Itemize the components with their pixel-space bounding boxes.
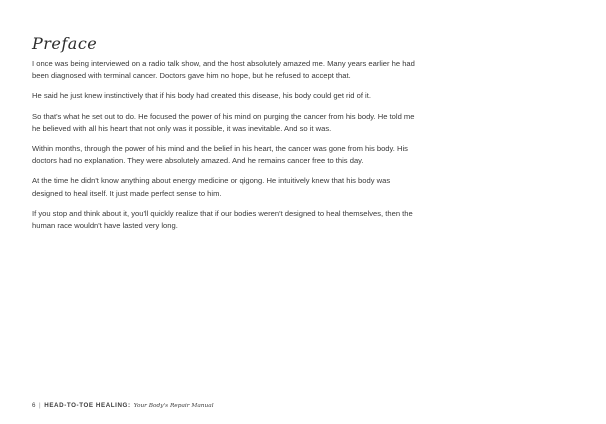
footer-separator: |	[39, 402, 42, 409]
body-text	[32, 58, 422, 240]
paragraph: He said he just knew instinctively that if his body had created this disease, his body could get rid of it.	[32, 91, 371, 101]
page-title: Preface	[32, 34, 98, 53]
paragraph: So that's what he set out to do. He focused the power of his mind on purging the cancer from his body. He told me he believed with all his heart that not only was it possible, it was inevitable. And so it was.	[32, 111, 415, 133]
book-subtitle: Your Body's Repair Manual	[133, 403, 214, 409]
paragraph: If you stop and think about it, you'll quickly realize that if our bodies weren't designed to heal themselves, then the human race wouldn't have lasted very long.	[32, 208, 413, 231]
paragraph: At the time he didn't know anything about energy medicine or qigong. He intuitively knew that his body was designed to heal itself. It just made perfect sense to him.	[32, 176, 391, 198]
page-number: 6	[32, 402, 37, 409]
paragraph: Within months, through the power of his mind and the belief in his heart, the cancer was gone from his body. His doctors had no explanation. They were absolutely amazed. And he remains cancer free to this day.	[32, 144, 408, 166]
paragraph: I once was being interviewed on a radio talk show, and the host absolutely amazed me. Many years earlier he had been diagnosed with terminal cancer. Doctors gave him no hope, but he refused to accept that.	[32, 59, 415, 81]
page-footer	[32, 402, 214, 409]
book-title: HEAD-TO-TOE HEALING:	[44, 402, 131, 409]
